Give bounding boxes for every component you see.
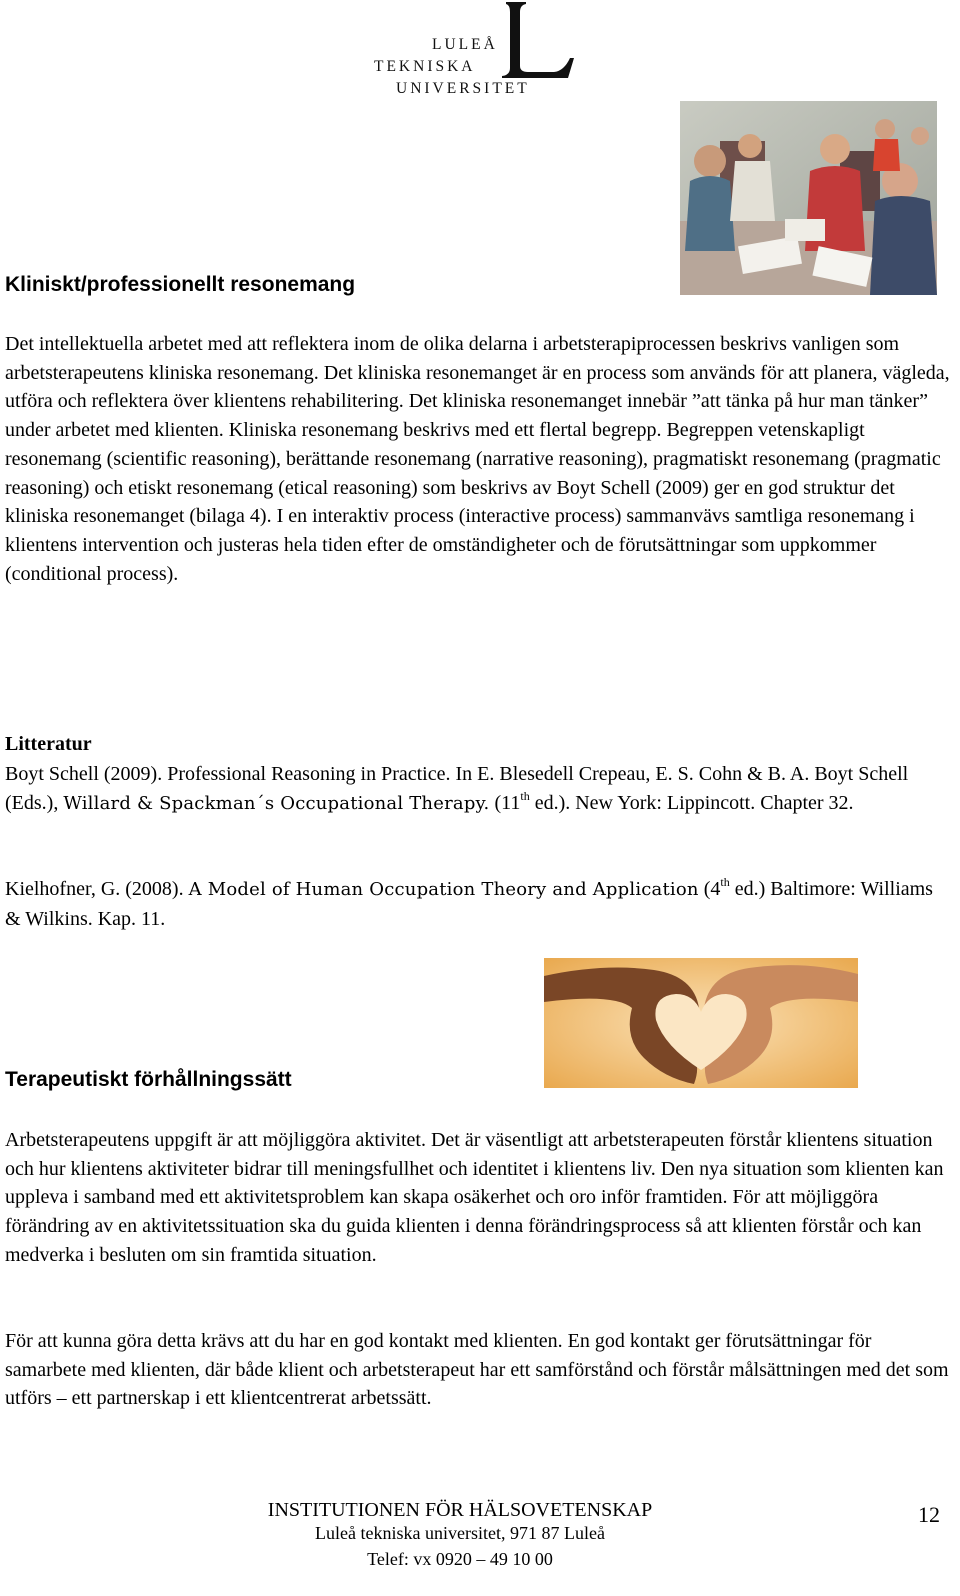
- reference-1-pre: Boyt Schell (2009). Professional Reasoning in Practice. In E. Blesedell Crepeau, E. S. Cohn & B. A. Boyt Schell (Eds.),: [5, 763, 909, 814]
- reference-2-post: ed.) Baltimore: Williams & Wilkins. Kap. 11.: [5, 878, 933, 930]
- reference-2-sup: th: [720, 875, 730, 889]
- section-heading-literature: Litteratur: [5, 733, 92, 755]
- footer-institution: INSTITUTIONEN FÖR HÄLSOVETENSKAP: [267, 1499, 653, 1521]
- paragraph-therapeutic-2: För att kunna göra detta krävs att du har en god kontakt med klienten. En god kontakt ger förutsättningar för samarbete med klienten, där både klient och arbetsterapeut har ett samförstånd och förstår målsättningen med det som utförs – ett partnerskap i ett klientcentrerat arbetssätt.: [5, 1330, 949, 1410]
- logo-text-line3: UNIVERSITET: [396, 80, 530, 97]
- paragraph-therapeutic-1: Arbetsterapeutens uppgift är att möjliggöra aktivitet. Det är väsentligt att arbetsterapeuten förstår klientens situation och hur klientens aktiviteter bidrar till meningsfullhet och identitet i klientens liv. Den nya situation som klienten kan uppleva i samband med ett aktivitetsproblem kan skapa osäkerhet och oro inför framtiden. För att möjliggöra förändring av en aktivitetssituation ska du guida klienten i denna förändringsprocess så att klienten förstår och kan medverka i besluten om sin framtida situation.: [5, 1129, 944, 1266]
- meeting-photo: [680, 101, 937, 295]
- footer-address: Luleå tekniska universitet, 971 87 Luleå: [315, 1523, 605, 1543]
- logo-text-line1: LULEÅ: [432, 36, 498, 53]
- reference-2-mid: (4: [698, 878, 721, 900]
- reference-2-title: A Model of Human Occupation Theory and Application: [188, 879, 699, 900]
- section-heading-therapeutic: Terapeutiskt förhållningssätt: [5, 1068, 292, 1091]
- reference-2-pre: Kielhofner, G. (2008).: [5, 878, 189, 900]
- footer-phone: Telef: vx 0920 – 49 10 00: [367, 1549, 553, 1569]
- logo-text-line2: TEKNISKA: [374, 58, 476, 75]
- logo-l-mark-icon: [498, 0, 578, 80]
- reference-1: [5, 760, 950, 818]
- reference-1-post: ed.). New York: Lippincott. Chapter 32.: [529, 791, 854, 814]
- heart-hands-photo: [544, 958, 858, 1088]
- reference-1-mid: (11: [489, 791, 521, 814]
- reference-1-title: Willard & Spackman´s Occupational Therapy.: [63, 792, 490, 814]
- page-number: 12: [918, 1502, 940, 1527]
- section-heading-clinical: Kliniskt/professionellt resonemang: [5, 273, 356, 296]
- reference-1-sup: th: [520, 788, 530, 803]
- paragraph-clinical: Det intellektuella arbetet med att reflektera inom de olika delarna i arbetsterapiprocessen beskrivs vanligen som arbetsterapeutens kliniska resonemang. Det kliniska resonemanget är en process som används för att planera, vägleda, utföra och reflektera över klientens rehabilitering. Det kliniska resonemanget innebär ”att tänka på hur man tänker” under arbetet med klienten. Kliniska resonemang beskrivs med ett flertal begrepp. Begreppen vetenskapligt resonemang (scientific reasoning), berättande resonemang (narrative reasoning), pragmatiskt resonemang (pragmatic reasoning) och etiskt resonemang (etical reasoning) som beskrivs av Boyt Schell (2009) ger en god struktur det kliniska resonemanget (bilaga 4). I en interaktiv process (interactive process) sammanvävs samtliga resonemang i klientens intervention och justeras hela tiden efter de omständigheter och de förutsättningar som uppkommer (conditional process).: [5, 333, 950, 585]
- reference-2: [5, 875, 950, 933]
- university-logo: [370, 0, 585, 100]
